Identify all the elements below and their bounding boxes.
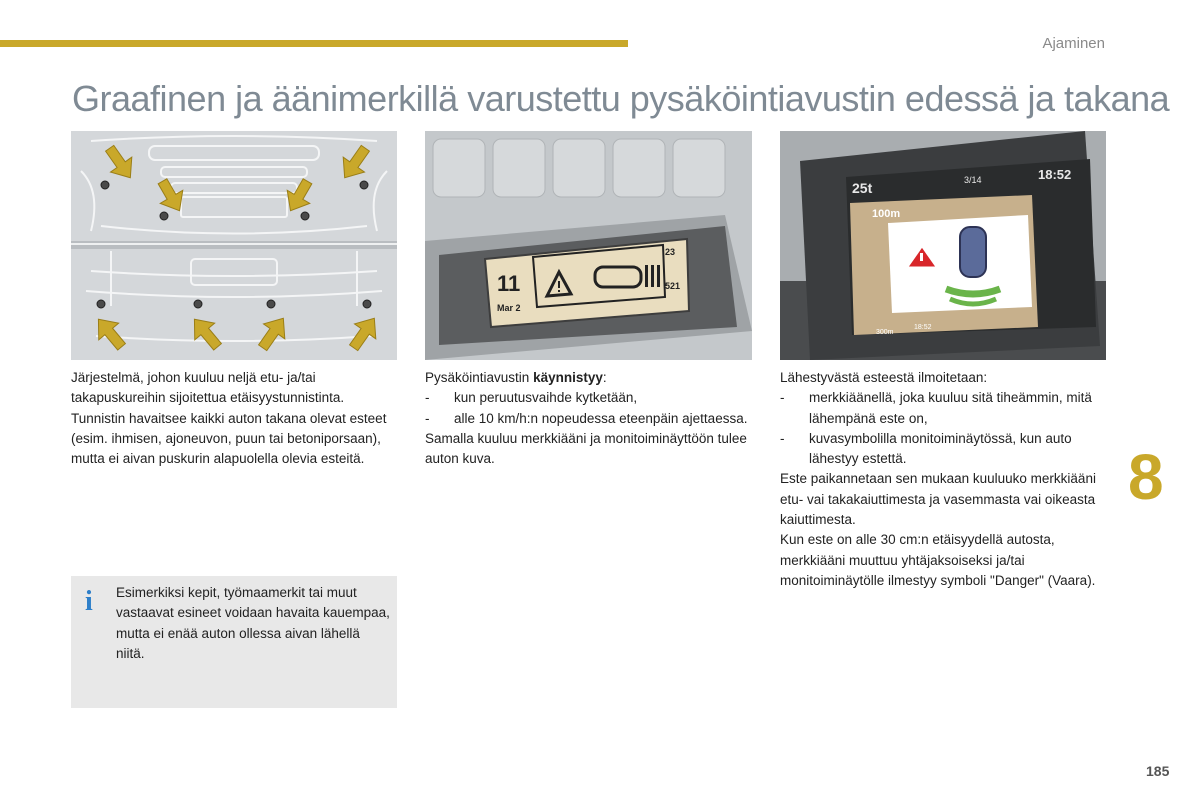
display-big-number: 11 — [497, 271, 521, 296]
danger-paragraph: Kun este on alle 30 cm:n etäisyydellä autosta, merkkiääni muuttuu yhtäjaksoiseksi ja/tai monitoiminäytölle ilmestyy symboli "Danger" (Vaara). — [780, 532, 1096, 588]
screen-track: 3/14 — [964, 175, 982, 185]
page-title: Graafinen ja äänimerkillä varustettu pysäköintiavustin edessä ja takana — [72, 78, 1170, 119]
activation-intro-plain: Pysäköintiavustin — [425, 370, 534, 385]
screen-temp: 25t — [852, 180, 873, 196]
display-top-right: 23 — [665, 247, 676, 257]
screen-distance: 100m — [872, 208, 901, 220]
activation-intro — [425, 368, 755, 388]
section-title: Ajaminen — [1042, 35, 1105, 52]
list-item: - kuvasymbolilla monitoiminäytössä, kun auto lähestyy estettä. — [780, 429, 1110, 470]
list-item: - kun peruutusvaihde kytketään, — [425, 388, 755, 408]
dashboard-display-photo — [425, 131, 752, 360]
column-3-text — [780, 368, 1110, 591]
screen-clock: 18:52 — [1038, 167, 1072, 182]
activation-outro: Samalla kuuluu merkkiääni ja monitoiminäyttöön tulee auton kuva. — [425, 430, 747, 467]
info-box — [71, 576, 397, 708]
header-accent-bar — [0, 40, 628, 47]
column-1-text — [71, 368, 401, 469]
column-2-text — [425, 368, 755, 469]
screen-clock-small: 18:52 — [914, 324, 932, 331]
activation-intro-end: : — [602, 370, 607, 385]
display-bottom-right: 521 — [665, 281, 681, 291]
location-paragraph: Este paikannetaan sen mukaan kuuluuko merkkiääni etu- vai takakaiuttimesta ja vasemmasta vai oikeasta kaiuttimesta. — [780, 471, 1096, 528]
list-item: - merkkiäänellä, joka kuuluu sitä tiheämmin, mitä lähempänä este on, — [780, 388, 1110, 429]
warning-intro: Lähestyvästä esteestä ilmoitetaan: — [780, 370, 988, 385]
bumper-sensors-illustration — [71, 131, 397, 360]
activation-intro-bold: käynnistyy — [533, 370, 603, 385]
info-text: Esimerkiksi kepit, työmaamerkit tai muut vastaavat esineet voidaan havaita kauempaa, mutta ei enää auton ollessa aivan lähellä niitä. — [116, 585, 390, 661]
screen-scale: 300m — [876, 329, 894, 336]
info-icon: i — [85, 586, 93, 617]
sensor-description: Järjestelmä, johon kuuluu neljä etu- ja/tai takapuskureihin sijoitettua etäisyystunnistinta. Tunnistin havaitsee kaikki auton takana olevat esteet (esim. ihmisen, ajoneuvon, puun tai betoniporsaan), mutta ei aivan puskurin alapuolella olevia esteitä. — [71, 370, 387, 467]
display-date: Mar 2 — [497, 303, 521, 313]
page-number: 185 — [1146, 763, 1170, 779]
list-item: - alle 10 km/h:n nopeudessa eteenpäin ajettaessa. — [425, 409, 755, 429]
chapter-number: 8 — [1128, 441, 1164, 513]
multifunction-screen-photo — [780, 131, 1106, 360]
